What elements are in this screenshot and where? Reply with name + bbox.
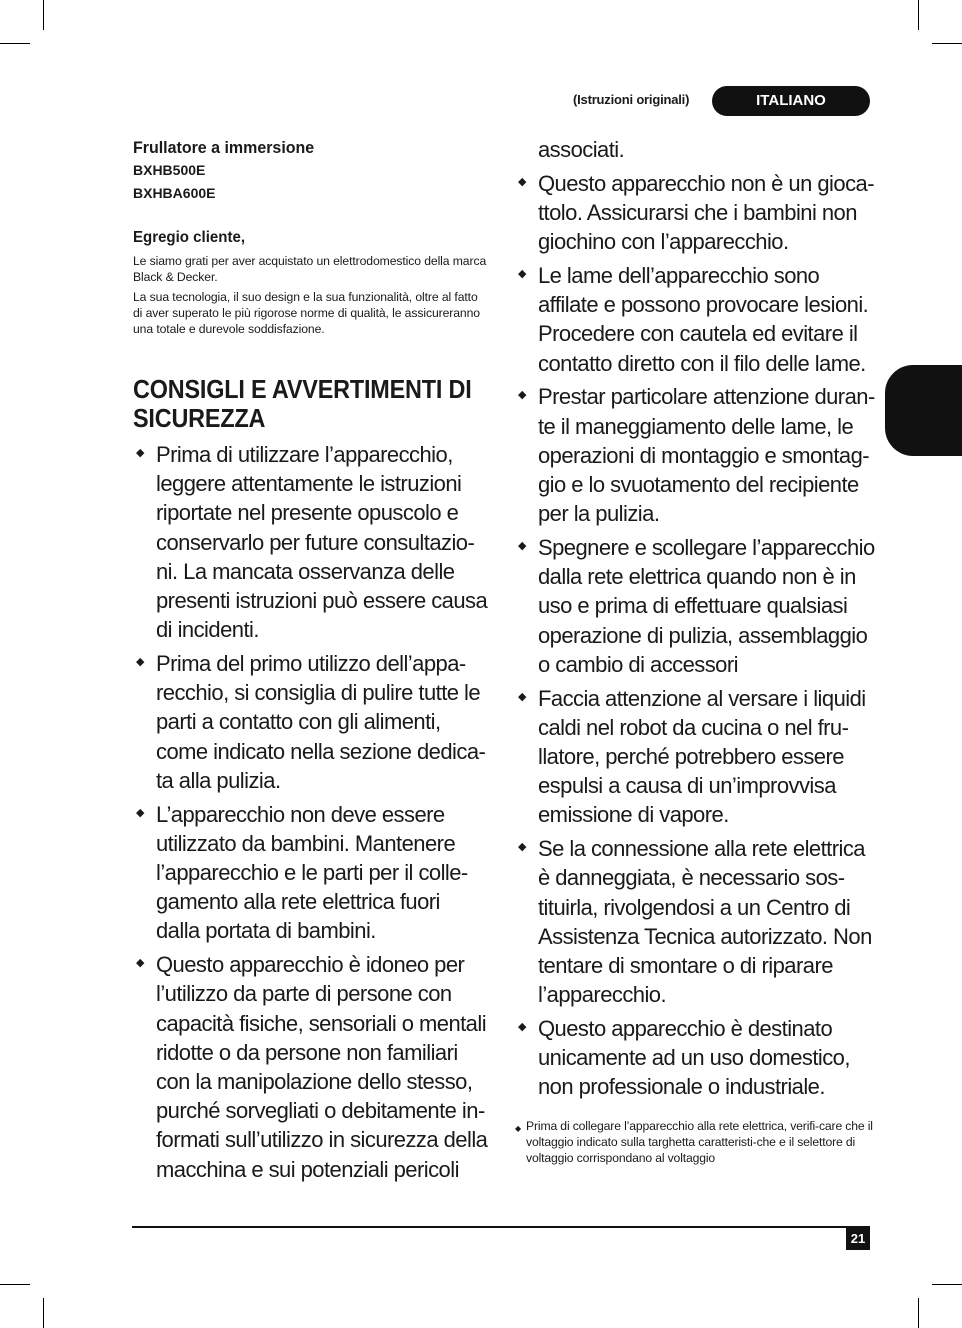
list-item bbox=[133, 440, 489, 644]
diamond-bullet-icon: ◆ bbox=[518, 690, 526, 703]
model-number: BXHBA600E bbox=[133, 185, 216, 201]
list-item-text: Le lame dell’apparecchio sono affilate e possono provocare lesioni. Procedere con cautela ed evitare il contatto diretto con il filo delle lame. bbox=[538, 263, 869, 376]
safety-list-right bbox=[515, 169, 875, 1102]
crop-mark bbox=[932, 43, 962, 44]
list-item bbox=[515, 684, 875, 830]
diamond-bullet-icon: ◆ bbox=[518, 268, 526, 280]
list-item-text: Prima del primo utilizzo dell’appa-recchio, si consiglia di pulire tutte le parti a contatto con gli alimenti, come indicato nella sezione dedica-ta alla pulizia. bbox=[156, 651, 486, 793]
original-instructions-label: (Istruzioni originali) bbox=[573, 92, 690, 107]
crop-mark bbox=[0, 43, 30, 44]
list-item-text: Questo apparecchio è destinato unicamente ad un uso domestico, non professionale o industriale. bbox=[538, 1016, 850, 1100]
diamond-bullet-icon: ◆ bbox=[515, 1123, 522, 1133]
crop-mark bbox=[918, 1298, 919, 1328]
list-item bbox=[515, 834, 875, 1009]
voltage-note bbox=[515, 1118, 875, 1167]
list-item-text: Faccia attenzione al versare i liquidi caldi nel robot da cucina o nel fru-llatore, perché potrebbero essere espulsi a causa di un’improvvisa emissione di vapore. bbox=[538, 685, 866, 828]
greeting-paragraph: Le siamo grati per aver acquistato un elettrodomestico della marca Black & Decker. bbox=[133, 254, 487, 284]
list-item bbox=[133, 950, 489, 1184]
product-title: Frullatore a immersione bbox=[133, 138, 315, 157]
list-item-text: Spegnere e scollegare l’apparecchio dalla rete elettrica quando non è in uso e prima di effettuare qualsiasi operazione di pulizia, assemblaggio o cambio di accessori bbox=[538, 535, 875, 677]
diamond-bullet-icon: ◆ bbox=[136, 656, 144, 669]
list-item bbox=[515, 261, 875, 378]
list-item-text: Questo apparecchio è idoneo per l’utilizzo da parte di persone con capacità fisiche, sensoriali o mentali ridotte o da persone non familiari con la manipolazione dello stesso, purché sorvegliati o debitamente in-formati sull’utilizzo in sicurezza della macchina e sui potenziali pericoli bbox=[156, 952, 488, 1182]
list-item-text: Questo apparecchio non è un gioca-ttolo. Assicurarsi che i bambini non giochino con l’apparecchio. bbox=[538, 170, 874, 255]
voltage-note-text: Prima di collegare l’apparecchio alla rete elettrica, verifi-care che il voltaggio indicato sulla targhetta caratteristi-che e il selettore di voltaggio corrispondano al voltaggio bbox=[526, 1118, 873, 1166]
list-item-text: Se la connessione alla rete elettrica è danneggiata, è necessario sos-tituirla, rivolgendosi a un Centro di Assistenza Tecnica autorizzato. Non tentare di smontare o di riparare l’apparecchio. bbox=[538, 836, 872, 1008]
right-column bbox=[515, 135, 875, 1166]
section-title: CONSIGLI E AVVERTIMENTI DI SICUREZZA bbox=[133, 374, 472, 433]
list-item bbox=[515, 169, 875, 257]
diamond-bullet-icon: ◆ bbox=[518, 1021, 526, 1034]
language-badge: ITALIANO bbox=[712, 86, 870, 116]
model-number: BXHB500E bbox=[133, 162, 206, 178]
list-item bbox=[515, 533, 875, 679]
footer-rule bbox=[132, 1226, 870, 1228]
crop-mark bbox=[43, 0, 44, 30]
crop-mark bbox=[0, 1284, 30, 1285]
list-item-text: Prestar particolare attenzione duran-te il maneggiamento delle lame, le operazioni di montaggio e smontag-gio e lo svuotamento del recipiente per la pulizia. bbox=[538, 384, 875, 527]
list-item bbox=[515, 1014, 875, 1102]
diamond-bullet-icon: ◆ bbox=[518, 175, 526, 188]
greeting-salutation: Egregio cliente, bbox=[133, 229, 245, 246]
diamond-bullet-icon: ◆ bbox=[518, 540, 526, 553]
greeting-paragraph: La sua tecnologia, il suo design e la sua funzionalità, oltre al fatto di aver superato le più rigorose norme di qualità, le assicureranno una totale e durevole soddisfazione. bbox=[133, 290, 480, 336]
list-item bbox=[133, 649, 489, 795]
diamond-bullet-icon: ◆ bbox=[136, 957, 144, 970]
list-item-text: L’apparecchio non deve essere utilizzato da bambini. Mantenere l’apparecchio e le parti per il colle-gamento alla rete elettrica fuori dalla portata di bambini. bbox=[156, 801, 468, 944]
list-item-text: Prima di utilizzare l’apparecchio, leggere attentamente le istruzioni riportate nel presente opuscolo e conservarlo per future consultazio-ni. La mancata osservanza delle presenti istruzioni può essere causa di incidenti. bbox=[156, 442, 488, 643]
list-item bbox=[133, 800, 489, 946]
safety-list-left bbox=[133, 440, 489, 1184]
diamond-bullet-icon: ◆ bbox=[136, 806, 144, 819]
crop-mark bbox=[932, 1284, 962, 1285]
crop-mark bbox=[43, 1298, 44, 1328]
crop-mark bbox=[918, 0, 919, 30]
page-number: 21 bbox=[846, 1228, 870, 1250]
diamond-bullet-icon: ◆ bbox=[518, 389, 526, 402]
continued-text: associati. bbox=[538, 137, 625, 162]
left-column bbox=[133, 136, 489, 1188]
diamond-bullet-icon: ◆ bbox=[518, 841, 526, 854]
list-item bbox=[515, 382, 875, 528]
diamond-bullet-icon: ◆ bbox=[136, 447, 144, 459]
language-side-tab bbox=[885, 365, 962, 456]
